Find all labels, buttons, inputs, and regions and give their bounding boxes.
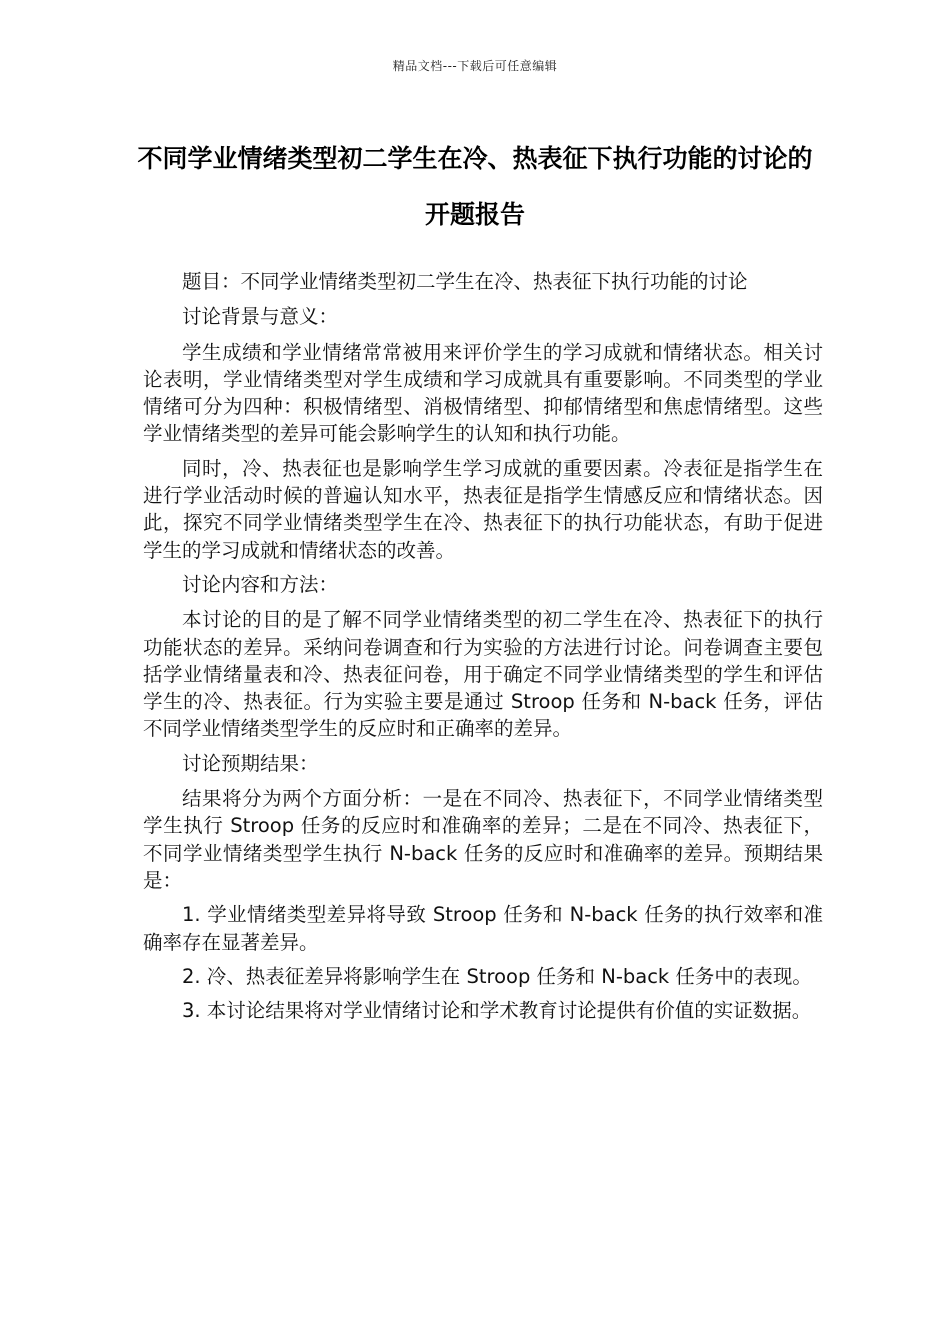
document-body	[143, 268, 823, 1031]
topic-line: 题目：不同学业情绪类型初二学生在冷、热表征下执行功能的讨论	[182, 270, 748, 293]
method-heading: 讨论内容和方法：	[182, 572, 339, 596]
background-heading: 讨论背景与意义：	[182, 305, 339, 329]
background-paragraph-2: 同时，冷、热表征也是影响学生学习成就的重要因素。冷表征是指学生在进行学业活动时候的普遍认知水平，热表征是指学生情感反应和情绪状态。因此，探究不同学业情绪类型学生在冷、热表征下的执行功能状态，有助于促进学生的学习成就和情绪状态的改善。	[143, 456, 823, 562]
results-heading: 讨论预期结果：	[182, 751, 319, 775]
background-paragraph-1: 学生成绩和学业情绪常常被用来评价学生的学习成就和情绪状态。相关讨论表明，学业情绪类型对学生成绩和学习成就具有重要影响。不同类型的学业情绪可分为四种：积极情绪型、消极情绪型、抑郁情绪型和焦虑情绪型。这些学业情绪类型的差异可能会影响学生的认知和执行功能。	[143, 340, 823, 446]
header-note: 精品文档---下载后可任意编辑	[392, 59, 558, 73]
expected-result-2: 2. 冷、热表征差异将影响学生在 Stroop 任务和 N-back 任务中的表现。	[182, 964, 812, 988]
method-paragraph: 本讨论的目的是了解不同学业情绪类型的初二学生在冷、热表征下的执行功能状态的差异。采纳问卷调查和行为实验的方法进行讨论。问卷调查主要包括学业情绪量表和冷、热表征问卷，用于确定不同学业情绪类型的学生和评估学生的冷、热表征。行为实验主要是通过 Stroop 任务和 N-back 任务，评估不同学业情绪类型学生的反应时和正确率的差异。	[143, 608, 823, 741]
results-paragraph: 结果将分为两个方面分析：一是在不同冷、热表征下，不同学业情绪类型学生执行 Stroop 任务的反应时和准确率的差异；二是在不同冷、热表征下，不同学业情绪类型学生执行 N-back 任务的反应时和准确率的差异。预期结果是：	[143, 787, 823, 892]
expected-result-1: 1. 学业情绪类型差异将导致 Stroop 任务和 N-back 任务的执行效率和准确率存在显著差异。	[143, 903, 823, 954]
document-title: 不同学业情绪类型初二学生在冷、热表征下执行功能的讨论的开题报告	[137, 144, 813, 229]
expected-result-3: 3. 本讨论结果将对学业情绪讨论和学术教育讨论提供有价值的实证数据。	[182, 999, 812, 1023]
